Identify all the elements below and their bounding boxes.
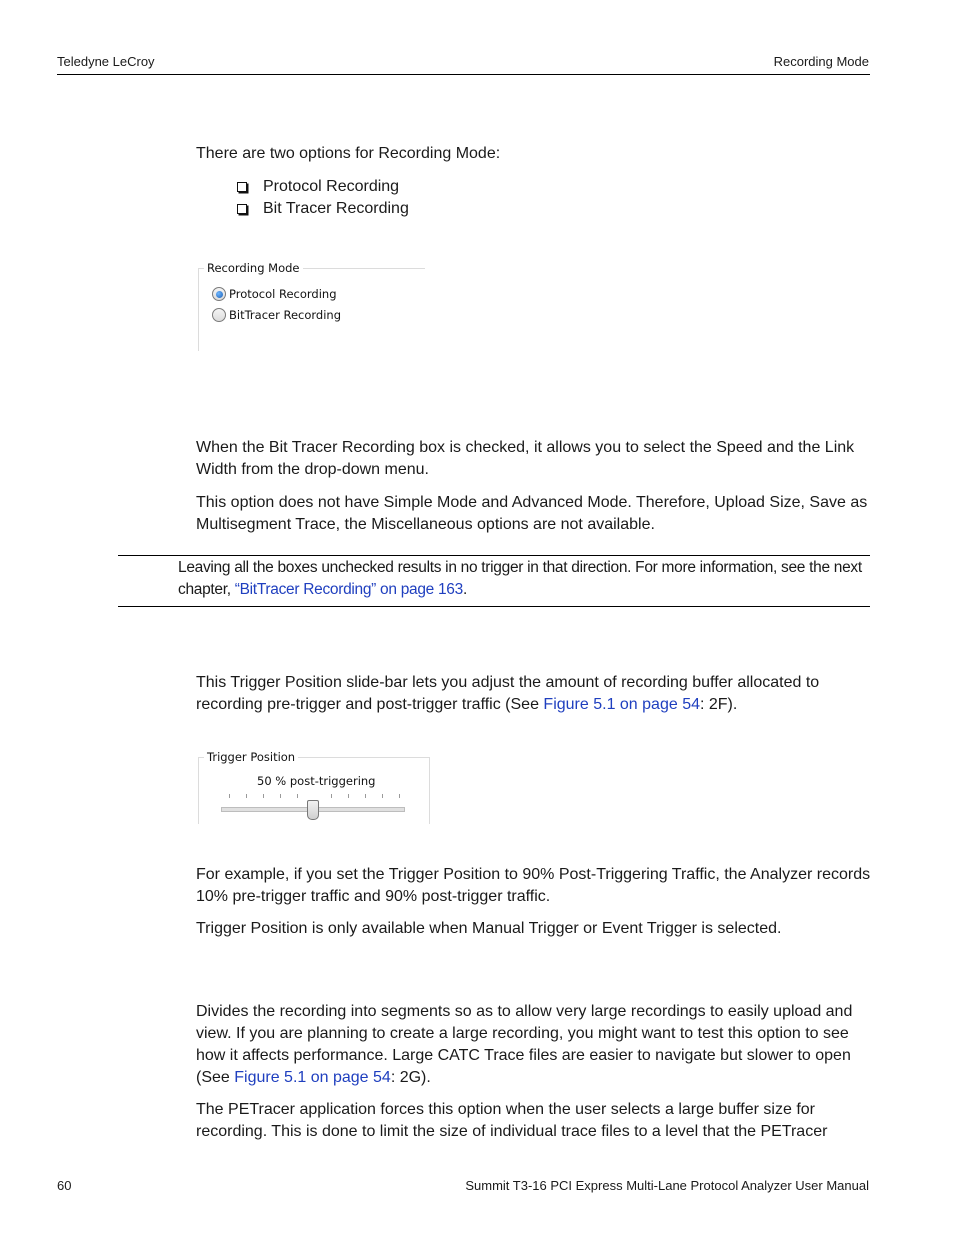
slider-tick <box>229 794 230 798</box>
figure-link[interactable]: Figure 5.1 on page 54 <box>543 696 700 713</box>
bittracer-recording-radio[interactable] <box>212 308 341 322</box>
note-text-part: Leaving all the boxes unchecked results in no trigger in that direction. For more information, see the next chapter, <box>178 559 862 598</box>
trigger-example-paragraph: For example, if you set the Trigger Position to 90% Post-Triggering Traffic, the Analyzer records 10% pre-trigger traffic and 90% post-trigger traffic. <box>196 866 871 905</box>
slider-tick <box>348 794 349 798</box>
header-rule <box>57 74 870 75</box>
slider-tick <box>280 794 281 798</box>
trigger-position-paragraph <box>196 672 871 716</box>
radio-label: BitTracer Recording <box>229 308 342 322</box>
note-text <box>178 557 870 601</box>
figure-link[interactable]: Figure 5.1 on page 54 <box>234 1069 391 1086</box>
header-section-title: Recording Mode <box>773 54 869 69</box>
paragraph-text: This Trigger Position slide-bar lets you adjust the amount of recording buffer allocated to recording pre-trigger and post-trigger traffic (See <box>196 674 820 713</box>
list-item <box>237 198 409 220</box>
slider-tick <box>246 794 247 798</box>
header-company: Teledyne LeCroy <box>57 54 155 69</box>
paragraph-text: : 2G). <box>390 1069 431 1086</box>
slider-tick <box>331 794 332 798</box>
segment-paragraph-1 <box>196 1001 871 1089</box>
footer-manual-title: Summit T3-16 PCI Express Multi-Lane Protocol Analyzer User Manual <box>465 1178 869 1193</box>
intro-paragraph: There are two options for Recording Mode: <box>196 145 501 162</box>
radio-unselected-icon[interactable] <box>212 308 226 322</box>
slider-tick <box>297 794 298 798</box>
bittracer-paragraph-2: This option does not have Simple Mode and Advanced Mode. Therefore, Upload Size, Save as Multisegment Trace, the Miscellaneous options are not available. <box>196 494 868 533</box>
paragraph-text: Divides the recording into segments so as to allow very large recordings to easily upload and view. If you are planning to create a large recording, you might want to test this option to see how it affects performance. Large CATC Trace files are easier to navigate but slower to open (See <box>196 1003 853 1086</box>
bittracer-recording-link[interactable]: “BitTracer Recording” on page 163 <box>234 581 463 598</box>
note-top-rule <box>118 555 870 556</box>
segment-paragraph-2: The PETracer application forces this option when the user selects a large buffer size for recording. This is done to limit the size of individual trace files to a level that the PETracer <box>196 1101 828 1140</box>
radio-selected-icon[interactable] <box>212 287 226 301</box>
slider-tick <box>263 794 264 798</box>
protocol-recording-radio[interactable] <box>212 287 337 301</box>
slider-tick <box>365 794 366 798</box>
slider-tick <box>399 794 400 798</box>
checkbox-bullet-icon <box>237 182 247 192</box>
paragraph-text: : 2F). <box>699 696 738 713</box>
note-bottom-rule <box>118 606 870 607</box>
trigger-position-legend: Trigger Position <box>204 750 298 764</box>
page-number: 60 <box>57 1178 72 1193</box>
list-item <box>237 176 399 198</box>
slider-tick <box>382 794 383 798</box>
bittracer-paragraph-1: When the Bit Tracer Recording box is checked, it allows you to select the Speed and the Link Width from the drop-down menu. <box>196 439 855 478</box>
note-text-part: . <box>462 581 467 598</box>
recording-mode-group <box>198 261 425 351</box>
checkbox-bullet-icon <box>237 204 247 214</box>
list-item-label: Bit Tracer Recording <box>263 200 409 217</box>
recording-mode-legend: Recording Mode <box>204 261 303 275</box>
slider-thumb[interactable] <box>307 800 319 820</box>
trigger-position-value: 50 % post-triggering <box>257 774 376 788</box>
trigger-position-group <box>198 750 430 824</box>
radio-label: Protocol Recording <box>229 287 337 301</box>
list-item-label: Protocol Recording <box>263 178 400 195</box>
trigger-availability-paragraph: Trigger Position is only available when Manual Trigger or Event Trigger is selected. <box>196 920 782 937</box>
